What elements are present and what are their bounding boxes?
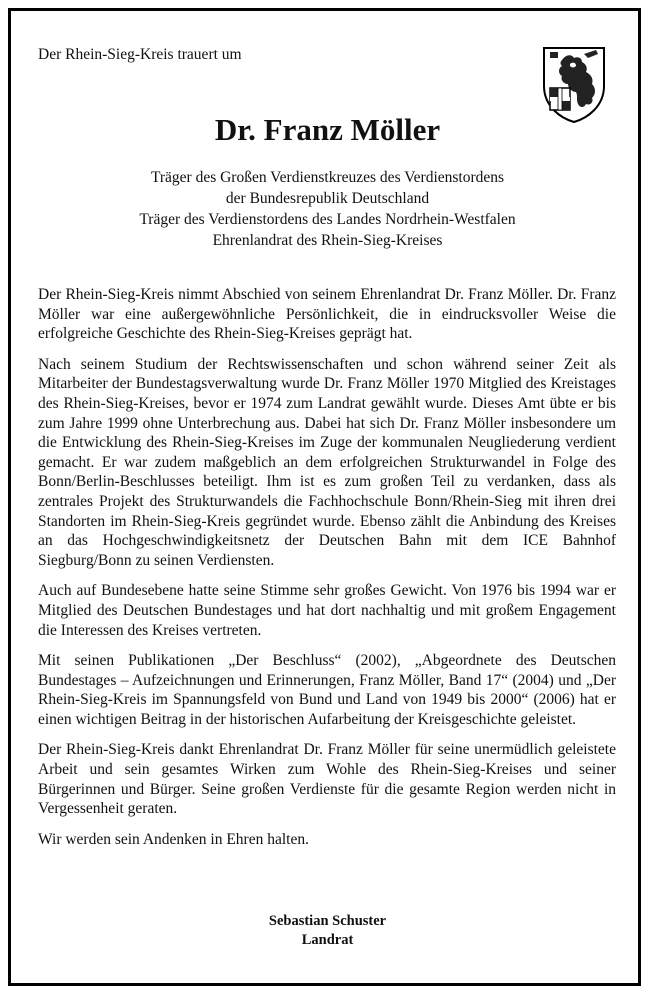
signatory-role: Landrat bbox=[301, 932, 354, 948]
paragraph: Nach seinem Studium der Rechtswissenschaften und schon während seiner Zeit als Mitarbeiter der Bundestagsverwaltung wurde Dr. Franz Möller 1970 Mitglied des Kreistages des Rhein-Sieg-Kreises, bevor er 1974 zum Landrat gewählt wurde. Dieses Amt übte er bis zum Jahre 1999 ohne Unterbrechung aus. Dabei hat sich Dr. Franz Möller insbesondere um die Entwicklung des Rhein-Sieg-Kreises im Zuge der kommunalen Neugliederung verdient gemacht. Er war zudem maßgeblich an dem erfolgreichen Strukturwandel in Folge des Bonn/Berlin-Beschlusses beteiligt. Ihm ist es zum großen Teil zu verdanken, dass als zentrales Projekt des Strukturwandels die Fachhochschule Bonn/Rhein-Sieg mit ihren drei Standorten im Rhein-Sieg-Kreis gegründet wurde. Ebenso zählt die Anbindung des Kreises an das Hochgeschwindigkeitsnetz der Deutschen Bahn mit dem ICE Bahnhof Siegburg/Bonn zu seinen Verdiensten. bbox=[38, 355, 616, 569]
honor-line: Träger des Verdienstordens des Landes Nordrhein-Westfalen bbox=[139, 211, 516, 228]
honor-line: Träger des Großen Verdienstkreuzes des Verdienstordens bbox=[150, 169, 505, 186]
paragraph: Der Rhein-Sieg-Kreis nimmt Abschied von seinem Ehrenlandrat Dr. Franz Möller. Dr. Franz Möller war eine außergewöhnliche Persönlichkeit, die in eindrucksvoller Weise die erfolgreiche Geschichte des Rhein-Sieg-Kreises geprägt hat. bbox=[38, 286, 616, 343]
paragraph: Der Rhein-Sieg-Kreis dankt Ehrenlandrat Dr. Franz Möller für seine unermüdlich geleistete Arbeit und sein gesamtes Wirken zum Wohle des Rhein-Sieg-Kreises und seiner Bürgerinnen und Bürger. Seine großen Verdienste für die gesamte Region werden nicht in Vergessenheit geraten. bbox=[38, 741, 616, 818]
closing-line: Wir werden sein Andenken in Ehren halten. bbox=[38, 830, 309, 848]
honors-list bbox=[0, 167, 655, 251]
deceased-name: Dr. Franz Möller bbox=[214, 112, 441, 147]
intro-line: Der Rhein-Sieg-Kreis trauert um bbox=[38, 46, 242, 63]
honor-line: Ehrenlandrat des Rhein-Sieg-Kreises bbox=[212, 232, 443, 249]
paragraph: Mit seinen Publikationen „Der Beschluss“ (2002), „Abgeordnete des Deutschen Bundestages – Aufzeichnungen und Erinnerungen, Franz Möller, Band 17“ (2004) und „Der Rhein-Sieg-Kreis im Spannungsfeld von Bund und Land von 1949 bis 2000“ (2006) hat er einen wichtigen Beitrag in der historischen Aufarbeitung der Kreisgeschichte geleistet. bbox=[38, 652, 616, 728]
paragraph: Auch auf Bundesebene hatte seine Stimme sehr großes Gewicht. Von 1976 bis 1994 war er Mitglied des Deutschen Bundestages und hat dort nachhaltig und mit großem Engagement die Interessen des Kreises vertreten. bbox=[38, 582, 616, 639]
signatory-name: Sebastian Schuster bbox=[268, 913, 387, 929]
obituary-text bbox=[38, 285, 616, 849]
signature-block bbox=[0, 912, 655, 950]
honor-line: der Bundesrepublik Deutschland bbox=[225, 190, 430, 207]
